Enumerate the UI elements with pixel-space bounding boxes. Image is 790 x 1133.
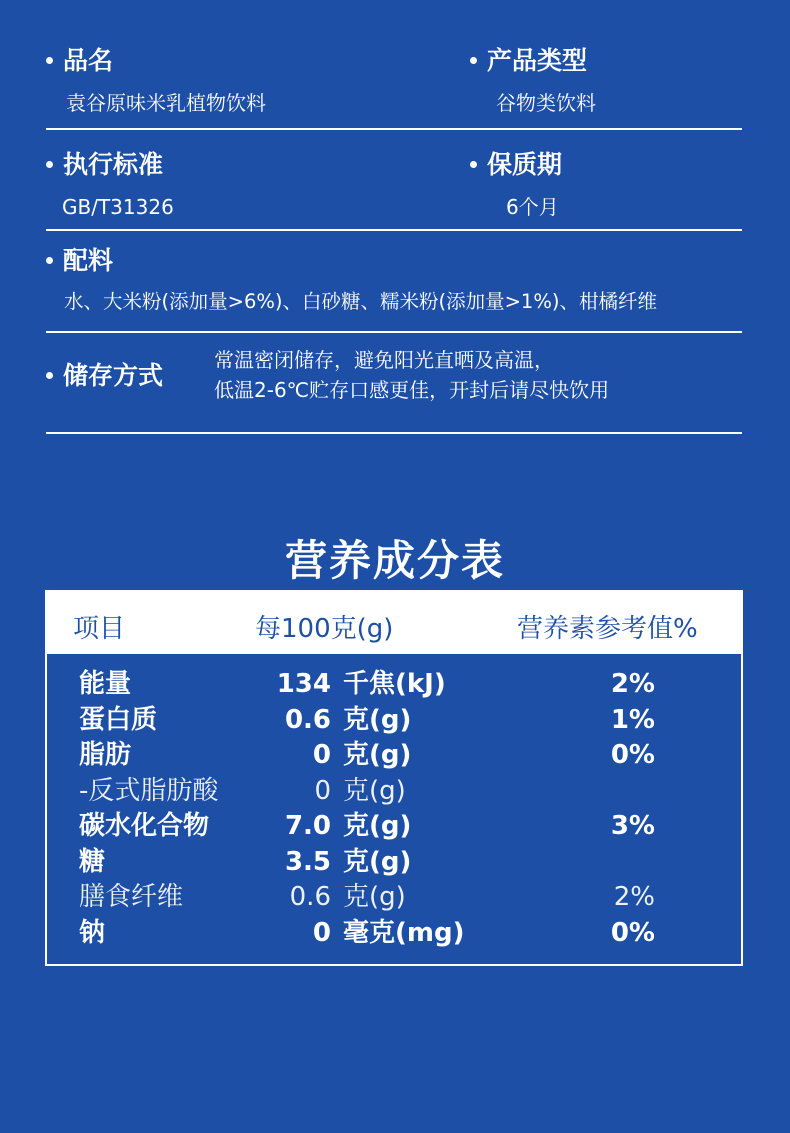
row-item: 蛋白质: [79, 704, 158, 735]
row-item: 能量: [79, 669, 132, 699]
header-nrv: 营养素参考值%: [517, 614, 698, 644]
bullet-icon: [470, 161, 477, 168]
row-unit: 克(g): [343, 846, 412, 877]
table-row: [47, 844, 741, 880]
row-item: 脂肪: [79, 740, 132, 770]
type-value: 谷物类饮料: [496, 91, 596, 115]
bullet-icon: [46, 372, 53, 379]
table-row: [47, 879, 741, 915]
row-unit: 千焦(kJ): [343, 669, 446, 699]
row-amount: 7.0: [284, 811, 331, 841]
standard-label-text: 执行标准: [63, 150, 164, 179]
table-row: [47, 666, 741, 702]
nutrition-table: [45, 590, 743, 966]
row-nrv: 3%: [610, 811, 655, 841]
row-amount: 3.5: [284, 846, 331, 877]
table-row: [47, 808, 741, 844]
standard-label: [46, 150, 163, 180]
storage-line-2: 低温2-6℃贮存口感更佳，开封后请尽快饮用: [214, 378, 610, 402]
row-amount: 0: [312, 917, 331, 948]
header-item: 项目: [73, 614, 126, 644]
type-label: [470, 46, 587, 76]
row-amount: 0.6: [289, 882, 331, 912]
bullet-icon: [46, 257, 53, 264]
ingredients-label: [46, 246, 113, 276]
row-nrv: 0%: [610, 740, 655, 770]
divider: [46, 128, 742, 130]
table-row: [47, 702, 741, 738]
name-label-text: 品名: [63, 46, 114, 75]
bullet-icon: [470, 57, 477, 64]
divider: [46, 331, 742, 333]
row-item: -反式脂肪酸: [79, 775, 219, 806]
nutrition-title: 营养成分表: [284, 536, 505, 585]
table-row: [47, 773, 741, 809]
bullet-icon: [46, 161, 53, 168]
row-amount: 0.6: [284, 704, 331, 735]
row-unit: 克(g): [343, 704, 412, 735]
storage-line-1: 常温密闭储存，避免阳光直晒及高温，: [214, 348, 554, 372]
row-nrv: 1%: [610, 704, 655, 735]
row-amount: 0: [312, 740, 331, 770]
table-row: [47, 915, 741, 951]
ingredients-label-text: 配料: [63, 246, 114, 275]
row-item: 碳水化合物: [79, 811, 210, 841]
row-unit: 克(g): [343, 775, 406, 806]
row-unit: 克(g): [343, 882, 406, 912]
row-nrv: 0%: [610, 917, 655, 948]
type-label-text: 产品类型: [487, 46, 588, 75]
table-row: [47, 737, 741, 773]
name-value: 袁谷原味米乳植物饮料: [66, 91, 266, 115]
row-amount: 0: [314, 775, 331, 806]
row-nrv: 2%: [613, 882, 655, 912]
shelf-life-label: [470, 150, 562, 180]
row-nrv: 2%: [610, 669, 655, 699]
row-item: 钠: [79, 917, 106, 948]
divider: [46, 229, 742, 231]
standard-value: GB/T31326: [62, 195, 174, 219]
name-label: [46, 46, 113, 76]
storage-label-text: 储存方式: [63, 361, 164, 390]
row-item: 膳食纤维: [79, 882, 184, 912]
ingredients-value: 水、大米粉(添加量>6%)、白砂糖、糯米粉(添加量>1%)、柑橘纤维: [64, 290, 657, 313]
row-unit: 毫克(mg): [343, 917, 465, 948]
row-unit: 克(g): [343, 740, 412, 770]
storage-label: [46, 361, 163, 391]
header-amount: 每100克(g): [255, 614, 394, 644]
bullet-icon: [46, 57, 53, 64]
shelf-life-value: 6个月: [506, 195, 559, 219]
storage-value: [214, 345, 609, 405]
row-amount: 134: [276, 669, 331, 699]
row-unit: 克(g): [343, 811, 412, 841]
shelf-life-label-text: 保质期: [487, 150, 563, 179]
row-item: 糖: [79, 846, 106, 877]
table-header: [47, 592, 741, 654]
divider: [46, 432, 742, 434]
